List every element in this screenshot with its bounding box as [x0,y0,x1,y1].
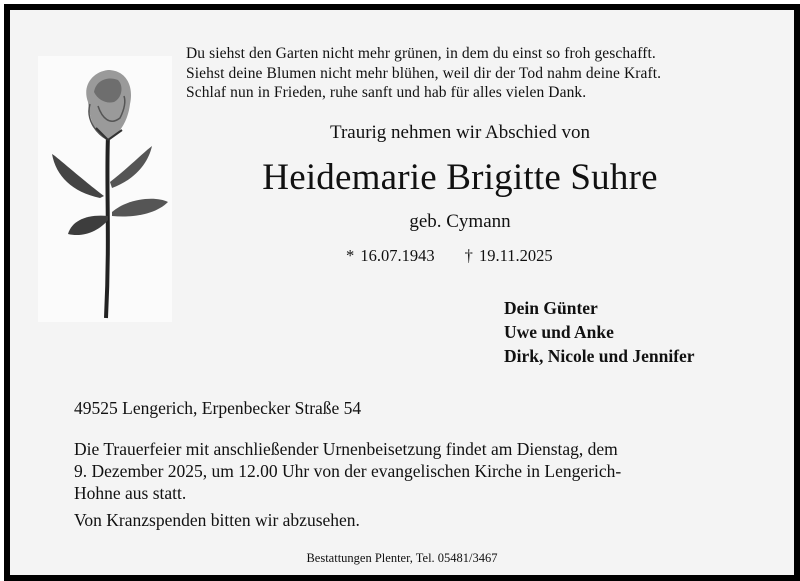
poem-text: Du siehst den Garten nicht mehr grünen, in dem du einst so froh geschafft. Siehst deine Blumen nicht mehr blühen, weil dir der Tod nahm deine Kraft. Schlaf nun in Frieden, ruhe sanft und hab für alles vielen Dank. [186,45,662,101]
death-date: † 19.11.2025 [464,246,553,265]
ceremony-text: Die Trauerfeier mit anschließender Urnenbeisetzung findet am Dienstag, dem 9. Dezember 2025, um 12.00 Uhr von der evangelischen Kirche in Lengerich- Hohne aus statt. [74,439,622,503]
mourner-line: Uwe und Anke [504,322,614,342]
deceased-name: Heidemarie Brigitte Suhre [262,157,658,198]
birth-name: geb. Cymann [409,211,511,232]
mourner-line: Dirk, Nicole und Jennifer [504,346,695,366]
birth-date: * 16.07.1943 [346,246,435,265]
intro-line: Traurig nehmen wir Abschied von [330,122,590,143]
address-line: 49525 Lengerich, Erpenbecker Straße 54 [74,398,362,418]
mourner-line: Dein Günter [504,298,598,318]
life-dates [346,246,553,266]
rose-image [38,56,172,322]
obituary-card [4,4,800,581]
wreath-note: Von Kranzspenden bitten wir abzusehen. [74,510,360,530]
funeral-home-footer: Bestattungen Plenter, Tel. 05481/3467 [306,551,498,565]
mourners-list [504,296,695,368]
